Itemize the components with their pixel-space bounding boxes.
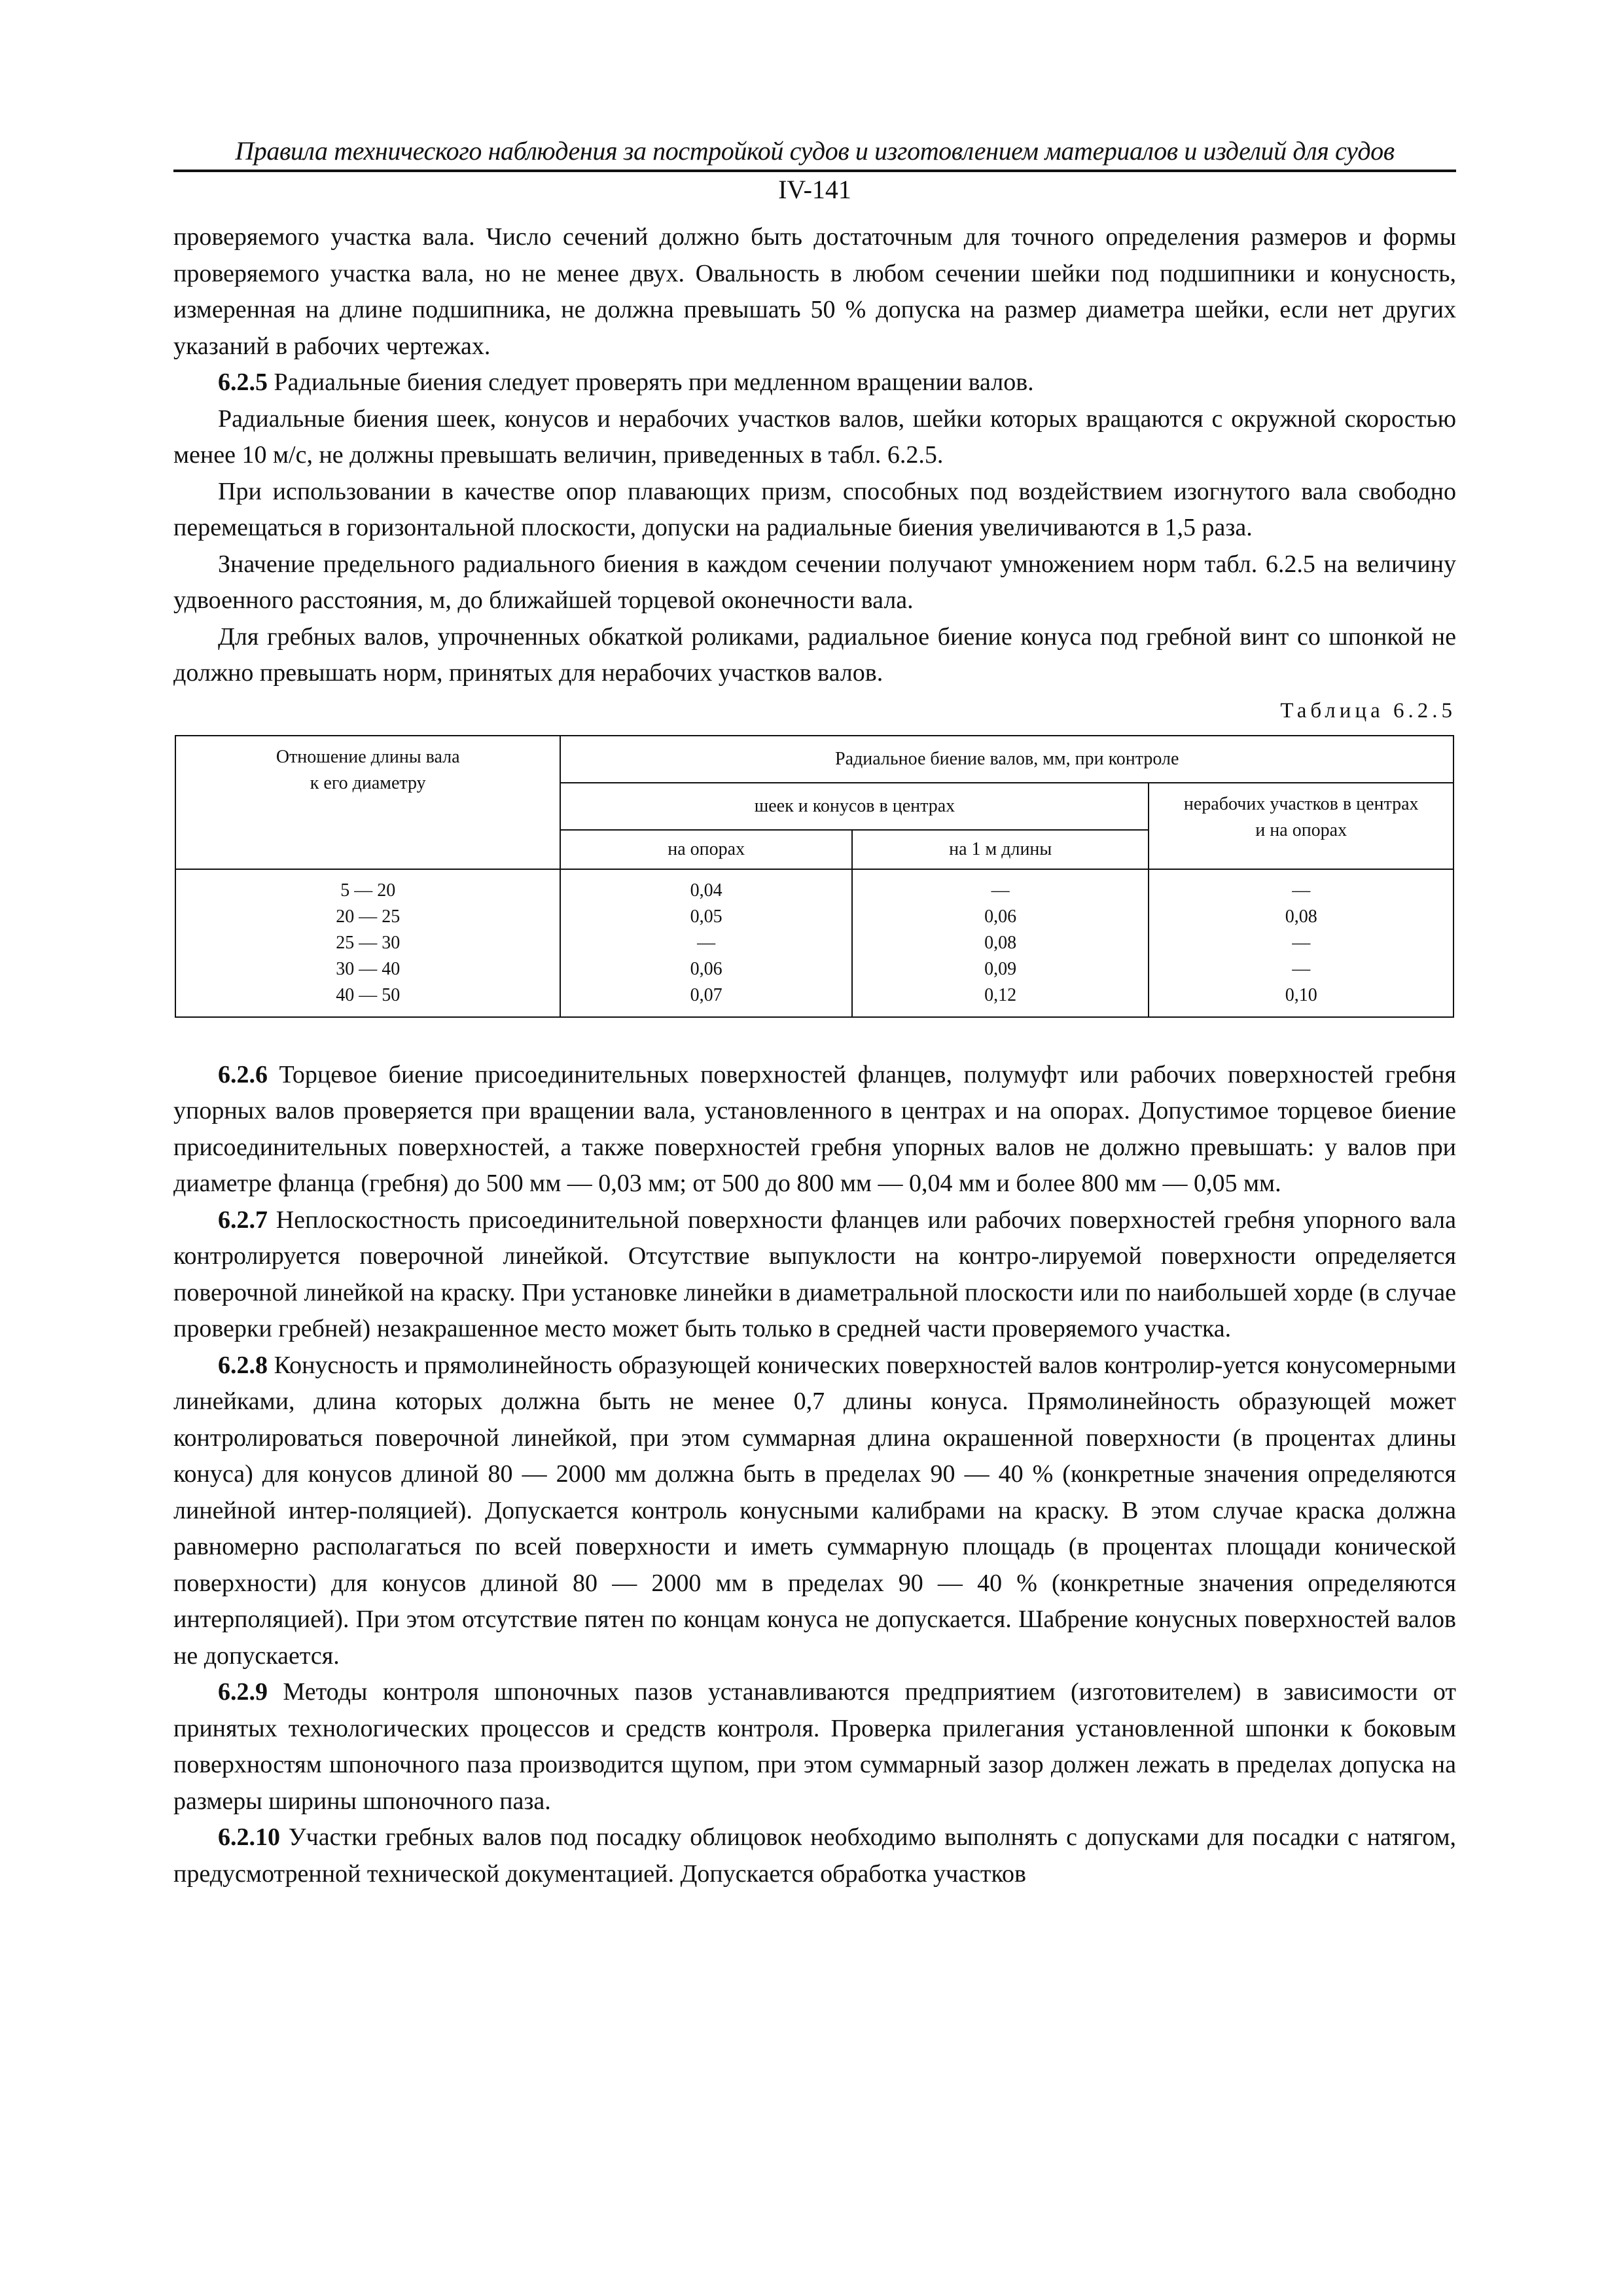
paragraph-propeller-shafts: [173, 619, 1456, 692]
paragraph-floating-prisms: [173, 474, 1456, 547]
cell-ratio: 25 — 30: [175, 930, 560, 956]
cell-supports: 0,06: [560, 956, 852, 982]
cell-supports: —: [560, 930, 852, 956]
paragraph-text: Методы контроля шпоночных пазов устанавливаются предприятием (изготовителем) в зависимости от принятых технологических процессов и средств контроля. Проверка прилегания установленной шпонки к боковым поверхностям шпоночного паза производится щупом, при этом суммарный зазор должен лежать в пределах допуска на размеры ширины шпоночного паза.: [173, 1678, 1456, 1815]
cell-nonworking: 0,08: [1149, 904, 1454, 930]
paragraph-text: Участки гребных валов под посадку облицовок необходимо выполнять с допусками для посадки с натягом, предусмотренной технической документацией. Допускается обработка участков: [173, 1823, 1456, 1888]
paragraph-text: Значение предельного радиального биения в каждом сечении получают умножением норм табл. 6.2.5 на величину удвоенного расстояния, м, до ближайшей торцевой оконечности вала.: [173, 550, 1456, 614]
header-journals-cones: шеек и конусов в центрах: [560, 783, 1149, 830]
spacer: [173, 1018, 1456, 1057]
paragraph-text: Радиальные биения шеек, конусов и нерабочих участков валов, шейки которых вращаются с окружной скоростью менее 10 м/с, не должны превышать величин, приведенных в табл. 6.2.5.: [173, 404, 1456, 469]
table-caption: Таблица 6.2.5: [1280, 698, 1456, 723]
clause-number: 6.2.9: [218, 1678, 268, 1706]
cell-per-meter: 0,12: [852, 982, 1149, 1017]
paragraph-text: проверяемого участка вала. Число сечений должно быть достаточным для точного определения размеров и формы проверяемого участка вала, но не менее двух. Овальность в любом сечении шейки под подшипники и конусность, измеренная на длине подшипника, не должна превышать 50 % допуска на размер диаметра шейки, если нет других указаний в рабочих чертежах.: [173, 223, 1456, 360]
cell-per-meter: 0,08: [852, 930, 1149, 956]
paragraph-6-2-10: [173, 1820, 1456, 1892]
paragraph-limit-value: [173, 547, 1456, 619]
running-header: Правила технического наблюдения за постройкой судов и изготовлением материалов и изделий для судов: [173, 134, 1456, 172]
cell-supports: 0,04: [560, 869, 852, 904]
clause-number: 6.2.6: [218, 1060, 268, 1088]
paragraph-6-2-8: [173, 1348, 1456, 1675]
table-row: [175, 904, 1454, 930]
paragraph-text: При использовании в качестве опор плавающих призм, способных под воздействием изогнутого вала свободно перемещаться в горизонтальной плоскости, допуски на радиальные биения увеличиваются в 1,5 раза.: [173, 477, 1456, 541]
clause-number: 6.2.10: [218, 1823, 280, 1851]
clause-number: 6.2.7: [218, 1206, 268, 1234]
document-page: [173, 134, 1456, 1892]
cell-nonworking: —: [1149, 930, 1454, 956]
table-row: [175, 956, 1454, 982]
header-per-meter: на 1 м длины: [852, 830, 1149, 869]
cell-ratio: 20 — 25: [175, 904, 560, 930]
paragraph-6-2-5: [173, 365, 1456, 401]
paragraph-text: Радиальные биения следует проверять при медленном вращении валов.: [268, 368, 1034, 396]
clause-number: 6.2.5: [218, 368, 268, 396]
cell-nonworking: —: [1149, 956, 1454, 982]
cell-per-meter: 0,06: [852, 904, 1149, 930]
cell-ratio: 40 — 50: [175, 982, 560, 1017]
paragraph-6-2-7: [173, 1202, 1456, 1348]
runout-table: [175, 735, 1454, 1018]
cell-per-meter: —: [852, 869, 1149, 904]
cell-ratio: 30 — 40: [175, 956, 560, 982]
clause-number: 6.2.8: [218, 1351, 268, 1379]
paragraph-text: Торцевое биение присоединительных поверхностей фланцев, полумуфт или рабочих поверхностей гребня упорных валов проверяется при вращении вала, установленного в центрах и на опорах. Допустимое торцевое биение присоединительных поверхностей, а также поверхностей гребня упорных валов не должно превышать: у валов при диаметре фланца (гребня) до 500 мм — 0,03 мм; от 500 до 800 мм — 0,04 мм и более 800 мм — 0,05 мм.: [173, 1060, 1456, 1197]
cell-nonworking: 0,10: [1149, 982, 1454, 1017]
page-number: IV-141: [778, 175, 851, 204]
paragraph-text: Для гребных валов, упрочненных обкаткой роликами, радиальное биение конуса под гребной винт со шпонкой не должно превышать норм, принятых для нерабочих участков валов.: [173, 622, 1456, 687]
paragraph-text: Конусность и прямолинейность образующей конических поверхностей валов контролир-уется конусомерными линейками, длина которых должна быть не менее 0,7 длины конуса. Прямолинейность образующей может контролироваться поверочной линейкой, при этом суммарная длина окрашенной поверхности (в процентах длины конуса) для конусов длиной 80 — 2000 мм должна быть в пределах 90 — 40 % (конкретные значения определяются линейной интер-поляцией). Допускается контроль конусными калибрами на краску. В этом случае краска должна равномерно располагаться по всей поверхности и иметь суммарную площадь (в процентах площади конической поверхности) для конусов длиной 80 — 2000 мм в пределах 90 — 40 % (конкретные значения определяются интерполяцией). При этом отсутствие пятен по концам конуса не допускается. Шабрение конусных поверхностей валов не допускается.: [173, 1351, 1456, 1670]
header-on-supports: на опорах: [560, 830, 852, 869]
header-nonworking-sections: нерабочих участков в центрах и на опорах: [1149, 783, 1454, 869]
cell-per-meter: 0,09: [852, 956, 1149, 982]
cell-nonworking: —: [1149, 869, 1454, 904]
header-ratio: Отношение длины вала к его диаметру: [175, 736, 560, 869]
cell-ratio: 5 — 20: [175, 869, 560, 904]
paragraph-runout-limits: [173, 401, 1456, 474]
cell-supports: 0,05: [560, 904, 852, 930]
paragraph-text: Неплоскостность присоединительной поверхности фланцев или рабочих поверхностей гребня упорного вала контролируется поверочной линейкой. Отсутствие выпуклости на контро-лируемой поверхности определяется поверочной линейкой на краску. При установке линейки в диаметральной плоскости или по наибольшей хорде (в случае проверки гребней) незакрашенное место может быть только в средней части проверяемого участка.: [173, 1206, 1456, 1342]
paragraph-continuation: [173, 219, 1456, 365]
paragraph-6-2-6: [173, 1057, 1456, 1202]
paragraph-6-2-9: [173, 1674, 1456, 1820]
table-row: [175, 869, 1454, 904]
table-row: [175, 982, 1454, 1017]
table-row: [175, 930, 1454, 956]
cell-supports: 0,07: [560, 982, 852, 1017]
header-runout: Радиальное биение валов, мм, при контроле: [560, 736, 1454, 783]
